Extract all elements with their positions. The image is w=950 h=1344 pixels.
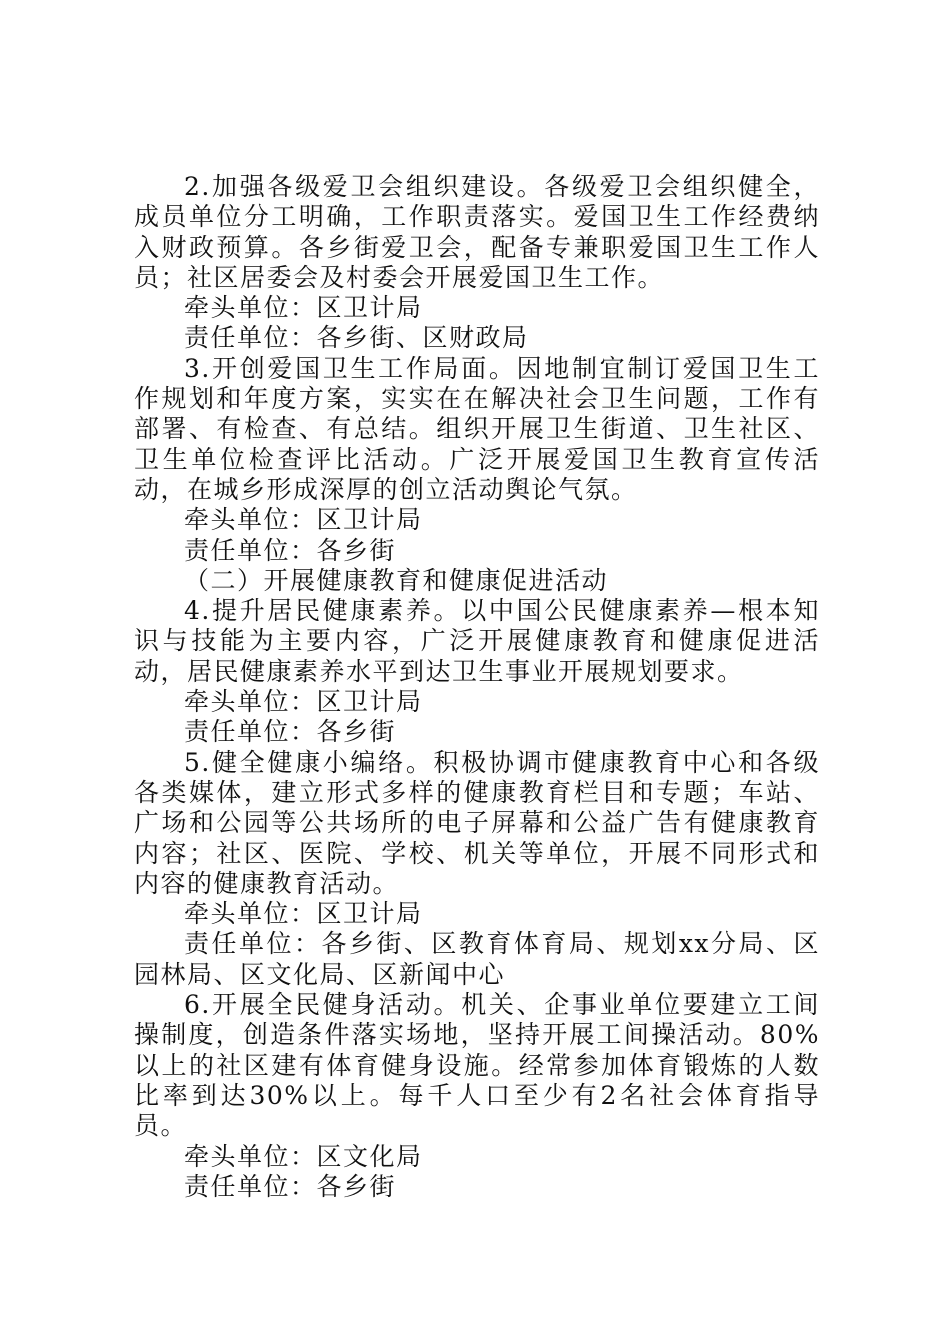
responsible-unit-item-6: 责任单位：各乡街 bbox=[184, 1171, 397, 1201]
responsible-unit-item-3: 责任单位：各乡街 bbox=[184, 535, 397, 565]
lead-unit-item-2: 牵头单位：区卫计局 bbox=[184, 293, 423, 323]
lead-unit-item-4: 牵头单位：区卫计局 bbox=[184, 687, 423, 717]
responsible-unit-item-4: 责任单位：各乡街 bbox=[184, 717, 397, 747]
paragraph-item-3: 3.开创爱国卫生工作局面。因地制宜制订爱国卫生工作规划和年度方案，实实在在解决社会卫生问题，工作有部署、有检查、有总结。组织开展卫生街道、卫生社区、卫生单位检查评比活动。广泛开展爱国卫生教育宣传活动，在城乡形成深厚的创立活动舆论气氛。 bbox=[134, 353, 820, 504]
responsible-unit-item-2: 责任单位：各乡街、区财政局 bbox=[184, 323, 529, 353]
lead-unit-item-5: 牵头单位：区卫计局 bbox=[184, 899, 423, 929]
paragraph-item-2: 2.加强各级爱卫会组织建设。各级爱卫会组织健全，成员单位分工明确，工作职责落实。爱国卫生工作经费纳入财政预算。各乡街爱卫会，配备专兼职爱国卫生工作人员；社区居委会及村委会开展爱国卫生工作。 bbox=[134, 172, 820, 292]
paragraph-item-4: 4.提升居民健康素养。以中国公民健康素养—根本知识与技能为主要内容，广泛开展健康教育和健康促进活动，居民健康素养水平到达卫生事业开展规划要求。 bbox=[134, 596, 820, 686]
paragraph-item-5: 5.健全健康小编络。积极协调市健康教育中心和各级各类媒体，建立形式多样的健康教育栏目和专题；车站、广场和公园等公共场所的电子屏幕和公益广告有健康教育内容；社区、医院、学校、机关等单位，开展不同形式和内容的健康教育活动。 bbox=[134, 747, 820, 898]
paragraph-item-6: 6.开展全民健身活动。机关、企事业单位要建立工间操制度，创造条件落实场地，坚持开展工间操活动。80%以上的社区建有体育健身设施。经常参加体育锻炼的人数比率到达30%以上。每千人口至少有2名社会体育指导员。 bbox=[134, 990, 820, 1141]
responsible-unit-item-5: 责任单位：各乡街、区教育体育局、规划xx分局、区园林局、区文化局、区新闻中心 bbox=[134, 929, 820, 989]
lead-unit-item-6: 牵头单位：区文化局 bbox=[184, 1141, 423, 1171]
section-heading-2: （二）开展健康教育和健康促进活动 bbox=[184, 565, 609, 595]
lead-unit-item-3: 牵头单位：区卫计局 bbox=[184, 505, 423, 535]
document-body bbox=[134, 172, 820, 1202]
